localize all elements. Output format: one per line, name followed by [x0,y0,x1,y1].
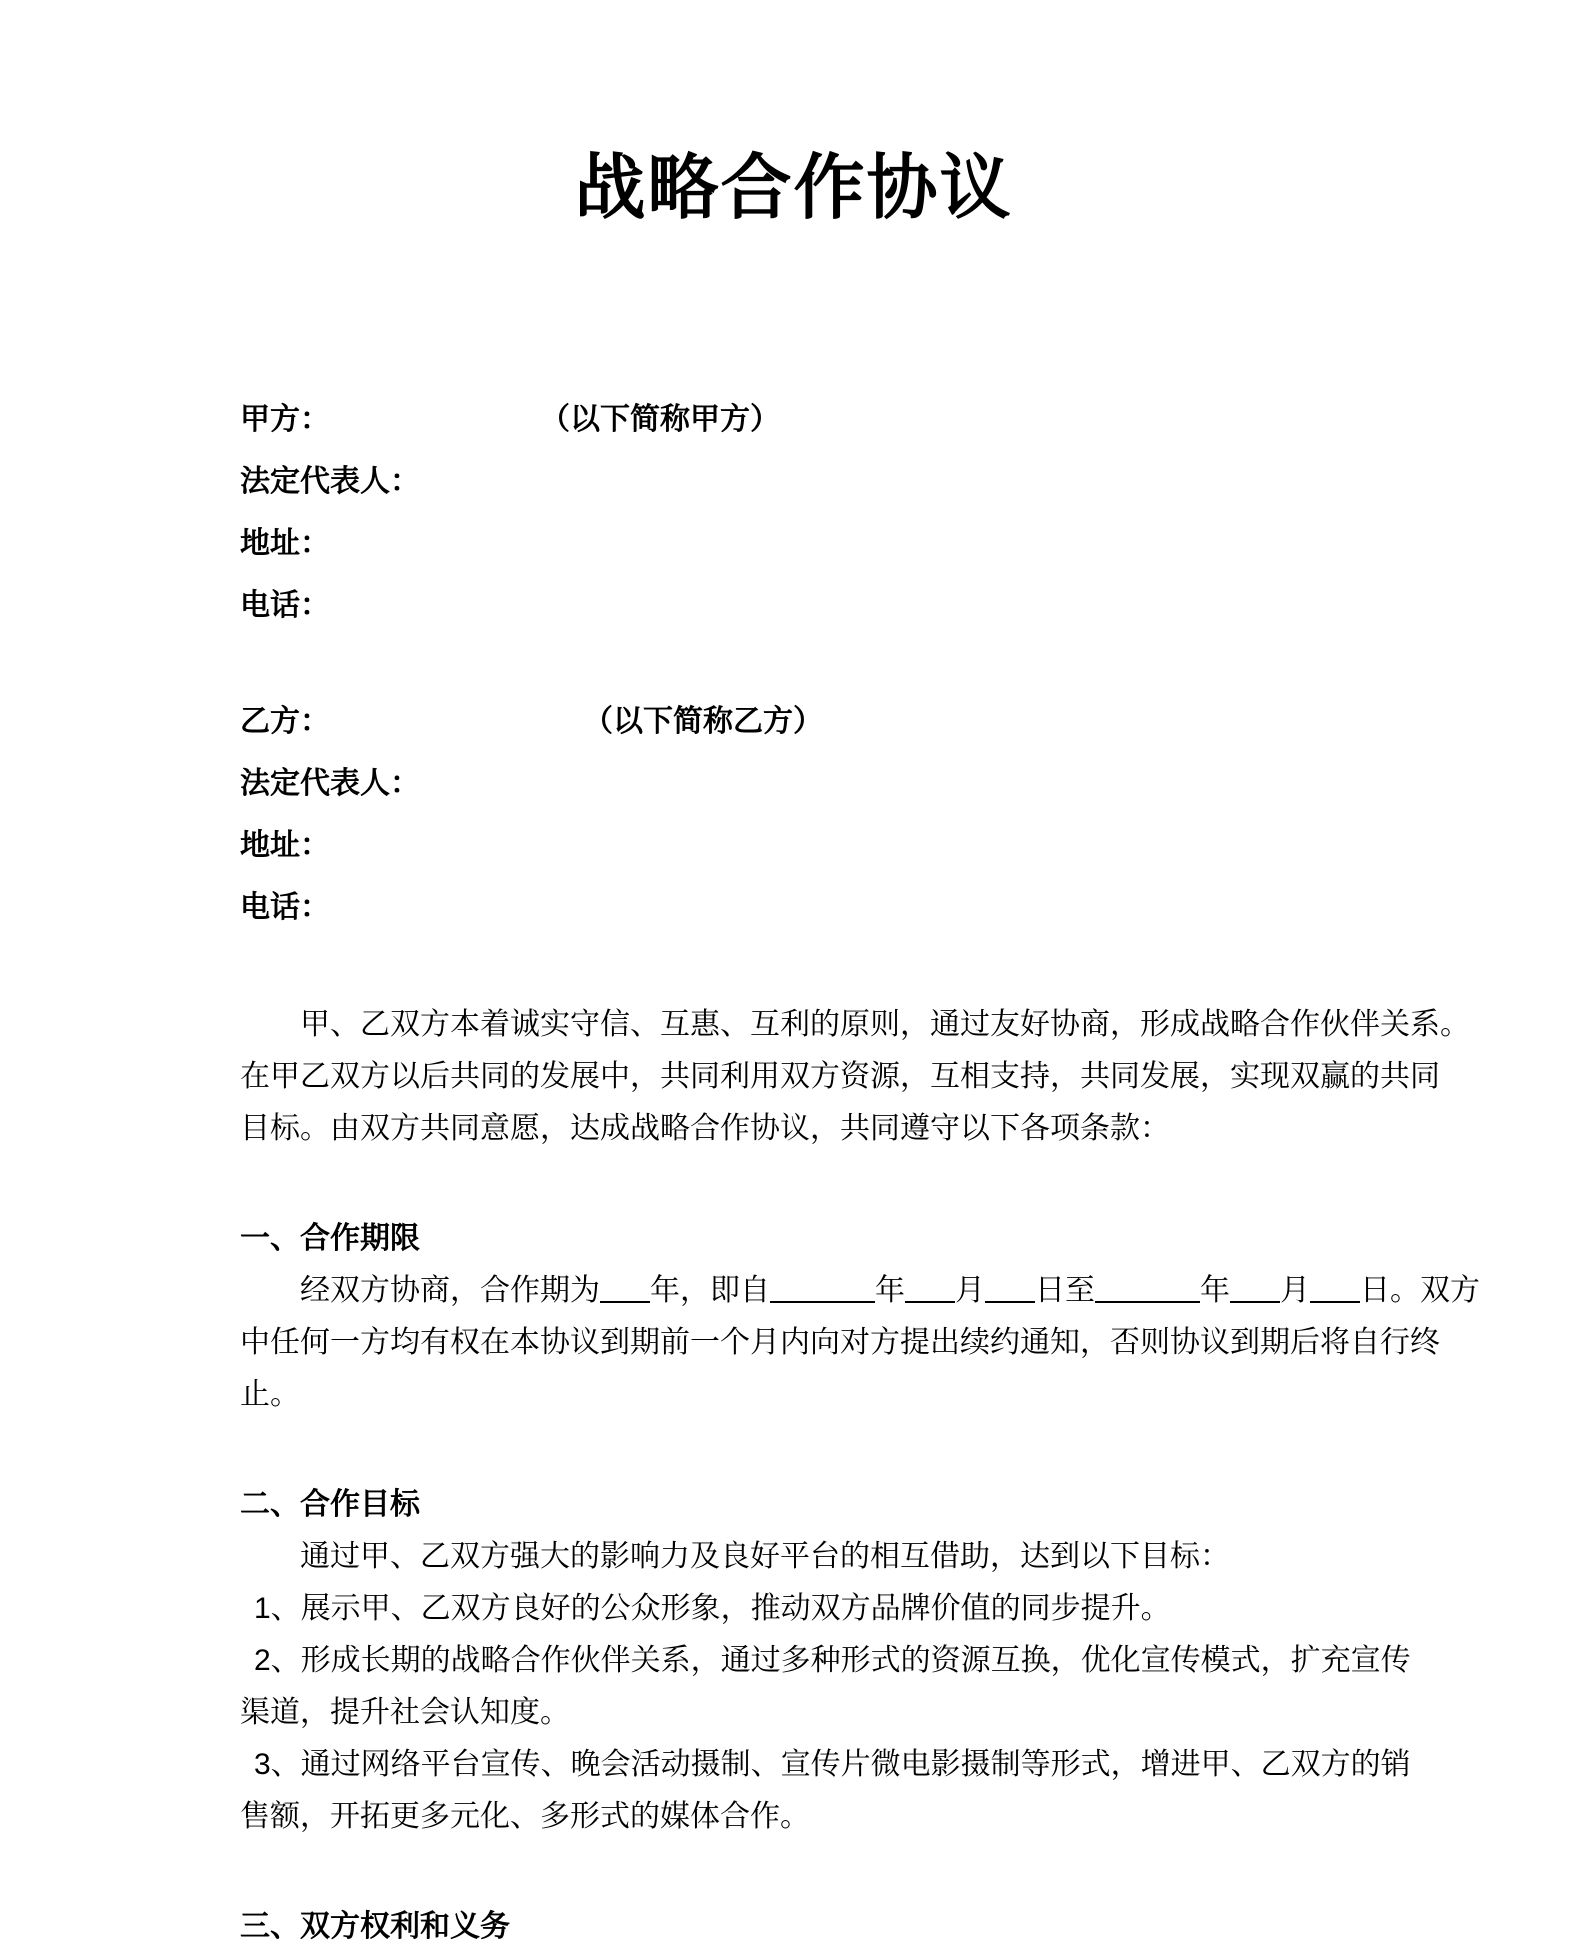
intro-line: 在甲乙双方以后共同的发展中，共同利用双方资源，互相支持，共同发展，实现双赢的共同 [240,1060,1440,1093]
fill-in-blank [770,1276,875,1304]
intro-line: 甲、乙双方本着诚实守信、互惠、互利的原则，通过友好协商，形成战略合作伙伴关系。 [300,1008,1470,1041]
party-b-phone-label: 电话： [240,891,330,924]
goal-item-2-line: 渠道，提升社会认知度。 [240,1696,570,1729]
term-text: 月 [955,1274,985,1307]
section-2-cooperation-goals [240,1479,1457,1843]
party-a-address-label: 地址： [240,527,330,560]
section-2-lead-line: 通过甲、乙双方强大的影响力及良好平台的相互借助，达到以下目标： [300,1540,1230,1573]
goal-item-3-line: 售额，开拓更多元化、多形式的媒体合作。 [240,1800,810,1833]
fill-in-blank [600,1276,650,1304]
section-3-heading: 三、双方权利和义务 [240,1910,510,1943]
party-a-name-line [240,389,1457,451]
intro-paragraph [240,999,1470,1155]
section-1-cooperation-term [240,1213,1480,1421]
fill-in-blank [1310,1276,1360,1304]
goal-item-2-line: 2、形成长期的战略合作伙伴关系，通过多种形式的资源互换，优化宣传模式，扩充宣传 [254,1644,1411,1677]
intro-line: 目标。由双方共同意愿，达成战略合作协议，共同遵守以下各项条款： [240,1112,1170,1145]
party-a-label: 甲方： [240,403,330,436]
term-text: 经双方协商，合作期为 [300,1274,600,1307]
section-1-term-line [240,1265,1480,1317]
party-b-legal-rep-label: 法定代表人： [240,767,420,800]
party-b-address-label: 地址： [240,829,330,862]
fill-in-blank [1230,1276,1280,1304]
party-a-block [240,389,1457,637]
section-1-line: 止。 [240,1378,300,1411]
section-3-rights-and-obligations [240,1901,1457,1953]
goal-item-1-line: 1、展示甲、乙双方良好的公众形象，推动双方品牌价值的同步提升。 [254,1592,1171,1625]
fill-in-blank [905,1276,955,1304]
party-b-block [240,691,1457,939]
term-text: 日。双方 [1360,1274,1480,1307]
fill-in-blank [985,1276,1035,1304]
party-a-legal-rep-label: 法定代表人： [240,465,420,498]
party-a-phone-label: 电话： [240,589,330,622]
document-body [0,389,1587,1953]
party-b-label: 乙方： [240,705,330,738]
section-2-heading: 二、合作目标 [240,1488,420,1521]
goal-item-3-line: 3、通过网络平台宣传、晚会活动摄制、宣传片微电影摄制等形式，增进甲、乙双方的销 [254,1748,1411,1781]
term-text: 年 [875,1274,905,1307]
term-text: 年 [1200,1274,1230,1307]
party-b-short-name-note: （以下简称乙方） [598,705,823,738]
term-text: 月 [1280,1274,1310,1307]
party-b-name-line [240,691,1457,753]
party-a-short-name-note: （以下简称甲方） [555,403,780,436]
document-title: 战略合作协议 [574,149,1013,228]
fill-in-blank [1095,1276,1200,1304]
term-text: 日至 [1035,1274,1095,1307]
section-1-heading: 一、合作期限 [240,1222,420,1255]
term-text: 年，即自 [650,1274,770,1307]
section-1-line: 中任何一方均有权在本协议到期前一个月内向对方提出续约通知，否则协议到期后将自行终 [240,1326,1440,1359]
